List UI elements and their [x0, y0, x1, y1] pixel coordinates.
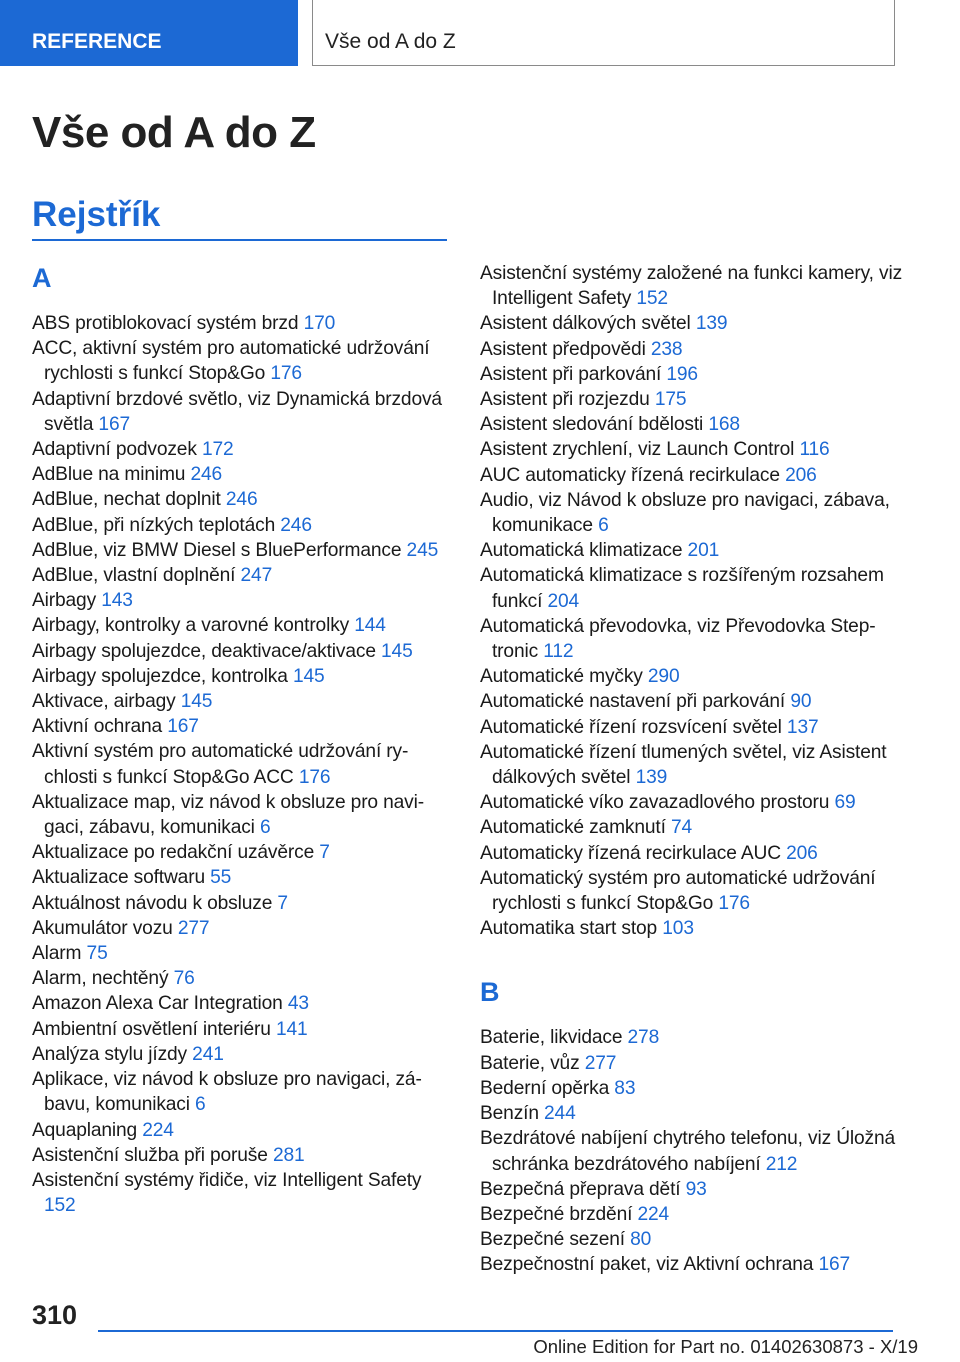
index-page-link[interactable]: 167 — [98, 413, 130, 435]
index-entry — [480, 916, 905, 941]
index-entry — [32, 664, 452, 689]
index-entry-text: AdBlue na minimu — [32, 464, 186, 486]
index-entry — [32, 487, 452, 512]
index-entry-text: Aktualizace po redakční uzávěrce — [32, 842, 315, 864]
index-entry-text: Adaptivní brzdové světlo, viz Dynamická brzdová světla — [32, 388, 442, 435]
index-page-link[interactable]: 238 — [650, 338, 683, 360]
index-entry-text: Airbagy spolujezdce, deaktivace/aktivace — [32, 640, 376, 662]
index-page-link[interactable]: 112 — [543, 641, 574, 663]
index-page-link[interactable]: 246 — [190, 464, 223, 486]
index-entry-text: Automatická klimatizace s rozšířeným rozsahem funkcí — [480, 565, 884, 612]
index-entry — [32, 916, 452, 941]
section-spacer — [480, 941, 905, 971]
index-entry — [32, 513, 452, 538]
index-page-link[interactable]: 246 — [225, 489, 258, 511]
index-page-link[interactable]: 278 — [627, 1027, 660, 1049]
index-entry-text: Aktualizace softwaru — [32, 867, 205, 889]
index-entry — [32, 588, 452, 613]
index-entry-text: Aplikace, viz návod k obsluze pro navigaci, zábavu, komunikaci — [32, 1069, 422, 1116]
index-entry-text: Automatické zamknutí — [480, 817, 666, 839]
index-entry — [480, 1227, 905, 1252]
index-entry-text: Bezpečné brzdění — [480, 1203, 633, 1225]
index-page-link[interactable]: 141 — [276, 1018, 308, 1040]
index-entry-text: Bezpečná přeprava dětí — [480, 1178, 681, 1200]
index-entry — [480, 1051, 905, 1076]
index-entry-text: Aquaplaning — [32, 1119, 138, 1141]
index-entry — [32, 1168, 452, 1218]
index-entry — [480, 387, 905, 412]
index-entry — [480, 1252, 905, 1277]
index-page-link[interactable]: 76 — [173, 968, 195, 990]
index-page-link[interactable]: 281 — [272, 1144, 305, 1166]
index-entry — [32, 714, 452, 739]
index-entry — [480, 614, 905, 664]
index-entry — [480, 261, 905, 311]
index-page-link[interactable]: 143 — [101, 590, 133, 612]
index-entry-text: Airbagy spolujezdce, kontrolka — [32, 665, 288, 687]
index-page-link[interactable]: 244 — [544, 1103, 576, 1125]
index-entry — [32, 891, 452, 916]
index-entry-text: Analýza stylu jízdy — [32, 1043, 187, 1065]
index-entry — [480, 538, 905, 563]
index-entry-text: Bezpečnostní paket, viz Aktivní ochrana — [480, 1254, 814, 1276]
index-page-link[interactable]: 245 — [406, 539, 439, 561]
index-page-link[interactable]: 277 — [177, 917, 210, 939]
index-page-link[interactable]: 246 — [280, 514, 312, 536]
page-number: 310 — [32, 1300, 78, 1330]
index-entry-text: Audio, viz Návod k obsluze pro navigaci, zábava, komunikace — [480, 489, 890, 537]
index-heading: Rejstřík — [32, 195, 161, 234]
footer-edition: Online Edition for Part no. 01402630873 - X/19 — [533, 1336, 918, 1357]
index-entry-text: Asistenční služba při poruše — [32, 1144, 268, 1166]
index-page-link[interactable]: 176 — [718, 893, 750, 915]
index-entry-text: Asistenční systémy založené na funkci kamery, viz Intelligent Safety — [480, 263, 903, 310]
index-entry — [480, 362, 905, 387]
index-page-link[interactable]: 224 — [637, 1203, 670, 1225]
index-entry-text: AUC automaticky řízená recirkulace — [480, 464, 780, 486]
index-page-link[interactable]: 206 — [785, 464, 817, 486]
index-page-link[interactable]: 201 — [687, 540, 720, 562]
index-page-link[interactable]: 176 — [270, 363, 302, 385]
index-entry — [480, 311, 905, 336]
index-entry-text: Aktuálnost návodu k obsluze — [32, 892, 273, 914]
index-page-link[interactable]: 247 — [240, 565, 273, 587]
index-entry-text: Aktivace, airbagy — [32, 691, 176, 713]
index-page-link[interactable]: 116 — [799, 439, 830, 461]
index-entry — [32, 941, 452, 966]
index-entry — [32, 538, 452, 563]
index-entry-text: ABS protiblokovací systém brzd — [32, 313, 299, 334]
index-entry — [32, 437, 452, 462]
index-entry-text: Aktivní systém pro automatické udržování rychlosti s funkcí Stop&Go ACC — [32, 741, 409, 788]
index-page-link[interactable]: 7 — [319, 842, 330, 864]
index-entry-text: Asistenční systémy řidiče, viz Intelligent Safety — [32, 1169, 422, 1191]
index-entry-text: Alarm, nechtěný — [32, 968, 169, 990]
index-page-link[interactable]: 6 — [195, 1094, 206, 1116]
index-entry — [480, 437, 905, 462]
index-entry — [480, 1177, 905, 1202]
index-entry — [32, 311, 452, 336]
index-entry-text: Automatika start stop — [480, 918, 658, 940]
index-page-link[interactable]: 103 — [662, 918, 694, 940]
index-entry — [480, 689, 905, 714]
page-title: Vše od A do Z — [32, 108, 316, 157]
index-entry — [480, 715, 905, 740]
index-entry — [32, 689, 452, 714]
index-page-link[interactable]: 152 — [44, 1195, 76, 1217]
index-entry-text: ACC, aktivní systém pro automatické udržování rychlosti s funkcí Stop&Go — [32, 338, 430, 385]
index-entry — [32, 1042, 452, 1067]
index-page-link[interactable]: 168 — [708, 414, 740, 436]
heading-rule — [32, 239, 447, 241]
index-entry-text: Asistent zrychlení, viz Launch Control — [480, 439, 795, 461]
index-entry-text: Automatické řízení rozsvícení světel — [480, 716, 782, 738]
index-entry-text: Airbagy, kontrolky a varovné kontrolky — [32, 615, 350, 637]
index-page-link[interactable]: 43 — [287, 993, 309, 1015]
index-entry — [480, 1025, 905, 1050]
index-entry — [480, 841, 905, 866]
index-entry-text: Asistent při parkování — [480, 363, 662, 385]
index-entry-text: Bederní opěrka — [480, 1077, 610, 1099]
index-page-link[interactable]: 277 — [584, 1052, 617, 1074]
index-entry-text: Benzín — [480, 1103, 539, 1125]
index-letter: A — [32, 263, 52, 293]
index-entry-text: Asistent dálkových světel — [480, 313, 691, 335]
index-entry — [480, 1202, 905, 1227]
index-page-link[interactable]: 55 — [210, 867, 232, 889]
index-entry — [480, 1076, 905, 1101]
index-entry-text: Asistent sledování bdělosti — [480, 414, 704, 436]
index-page-link[interactable]: 90 — [790, 691, 812, 713]
index-page-link[interactable]: 172 — [201, 439, 234, 461]
index-page-link[interactable]: 93 — [685, 1178, 707, 1200]
index-column-right — [480, 261, 905, 1278]
index-page-link[interactable]: 204 — [547, 590, 580, 612]
index-entry — [32, 1143, 452, 1168]
index-entry — [480, 1126, 905, 1176]
index-page-link[interactable]: 241 — [192, 1043, 224, 1065]
index-page-link[interactable]: 80 — [630, 1229, 652, 1251]
index-entry-text: Automatické nastavení při parkování — [480, 691, 786, 713]
index-entry-text: AdBlue, při nízkých teplotách — [32, 514, 276, 536]
index-page-link[interactable]: 75 — [86, 943, 108, 965]
index-entry — [32, 991, 452, 1016]
index-entry-text: Baterie, likvidace — [480, 1027, 623, 1049]
index-entry-text: Baterie, vůz — [480, 1052, 580, 1074]
index-entry-text: Asistent předpovědi — [480, 338, 646, 360]
index-entry-text: Amazon Alexa Car Integration — [32, 993, 283, 1015]
index-entry-text: AdBlue, vlastní doplnění — [32, 565, 236, 587]
index-entry-text: Automatický systém pro automatické udržování rychlosti s funkcí Stop&Go — [480, 867, 876, 915]
index-page-link[interactable]: 6 — [598, 515, 609, 537]
index-page-link[interactable]: 145 — [381, 640, 413, 662]
index-page-link[interactable]: 139 — [695, 313, 728, 335]
index-entry-text: Asistent při rozjezdu — [480, 389, 650, 411]
index-entry-text: AdBlue, nechat doplnit — [32, 489, 221, 511]
index-entry — [32, 790, 452, 840]
index-page-link[interactable]: 7 — [277, 892, 288, 914]
index-page-link[interactable]: 83 — [614, 1077, 636, 1099]
index-entry — [32, 462, 452, 487]
index-page-link[interactable]: 137 — [786, 716, 819, 738]
header-section-tab — [0, 0, 298, 66]
index-entry-text: Automatické víko zavazadlového prostoru — [480, 792, 830, 814]
index-entry — [32, 387, 452, 437]
index-page-link[interactable]: 175 — [654, 389, 687, 411]
index-page-link[interactable]: 145 — [292, 665, 325, 687]
header-chapter-label: Vše od A do Z — [325, 30, 456, 53]
index-entry — [480, 337, 905, 362]
index-entry — [32, 639, 452, 664]
index-page-link[interactable]: 74 — [670, 817, 692, 839]
index-page-link[interactable]: 6 — [259, 817, 271, 839]
index-entry-text: Automatická převodovka, viz Převodovka Steptronic — [480, 615, 876, 663]
index-page-link[interactable]: 167 — [818, 1254, 851, 1276]
index-page-link[interactable]: 69 — [834, 792, 856, 814]
index-entry — [32, 1067, 452, 1117]
index-entry-text: Automatické řízení tlumených světel, viz Asistent dálkových světel — [480, 741, 887, 789]
index-entry — [32, 966, 452, 991]
index-entry-text: Automaticky řízená recirkulace AUC — [480, 842, 781, 864]
index-entry — [480, 488, 905, 538]
index-page-link[interactable]: 145 — [180, 691, 213, 713]
index-entry-text: Alarm — [32, 943, 82, 965]
index-entry — [32, 739, 452, 789]
index-entry — [480, 740, 905, 790]
index-entry — [480, 412, 905, 437]
index-page-link[interactable]: 196 — [666, 363, 698, 385]
index-entry — [480, 664, 905, 689]
index-page-link[interactable]: 206 — [786, 842, 818, 864]
index-entry — [480, 463, 905, 488]
index-entry-text: Automatická klimatizace — [480, 540, 683, 562]
index-entry-text: Akumulátor vozu — [32, 917, 173, 939]
index-entry-text: Aktualizace map, viz návod k obsluze pro navigaci, zábavu, komunikaci — [32, 791, 425, 839]
index-entry — [480, 790, 905, 815]
index-entry-text: Airbagy — [32, 590, 97, 612]
index-entry-text: Automatické myčky — [480, 666, 643, 688]
header-chapter-tab — [312, 0, 895, 66]
index-entry — [32, 563, 452, 588]
index-entry-text: Adaptivní podvozek — [32, 439, 197, 461]
index-entry-text: Bezdrátové nabíjení chytrého telefonu, viz Úložná schránka bezdrátového nabíjení — [480, 1128, 896, 1175]
index-entry — [32, 1017, 452, 1042]
index-page-link[interactable]: 212 — [765, 1153, 798, 1175]
index-entry — [32, 1118, 452, 1143]
index-column-left — [32, 257, 452, 1218]
index-entry — [480, 563, 905, 613]
footer-rule — [98, 1330, 893, 1332]
index-entry — [480, 815, 905, 840]
index-entry — [32, 840, 452, 865]
index-entry — [480, 866, 905, 916]
index-page-link[interactable]: 152 — [636, 288, 668, 310]
index-page-link[interactable]: 144 — [354, 615, 386, 637]
index-entry-text: AdBlue, viz BMW Diesel s BluePerformance — [32, 539, 402, 561]
index-entry — [480, 1101, 905, 1126]
index-entry-text: Bezpečné sezení — [480, 1229, 625, 1251]
index-page-link[interactable]: 167 — [167, 716, 199, 738]
index-page-link[interactable]: 290 — [647, 666, 680, 688]
index-page-link[interactable]: 176 — [298, 766, 331, 788]
index-page-link[interactable]: 170 — [303, 313, 336, 334]
index-entry-text: Ambientní osvětlení interiéru — [32, 1018, 271, 1040]
index-page-link[interactable]: 224 — [142, 1119, 174, 1141]
index-page-link[interactable]: 139 — [635, 767, 668, 789]
index-entry — [32, 613, 452, 638]
index-entry-text: Aktivní ochrana — [32, 716, 163, 738]
index-letter: B — [480, 977, 500, 1008]
index-entry — [32, 865, 452, 890]
index-entry — [32, 336, 452, 386]
header-section-label: REFERENCE — [32, 30, 162, 53]
